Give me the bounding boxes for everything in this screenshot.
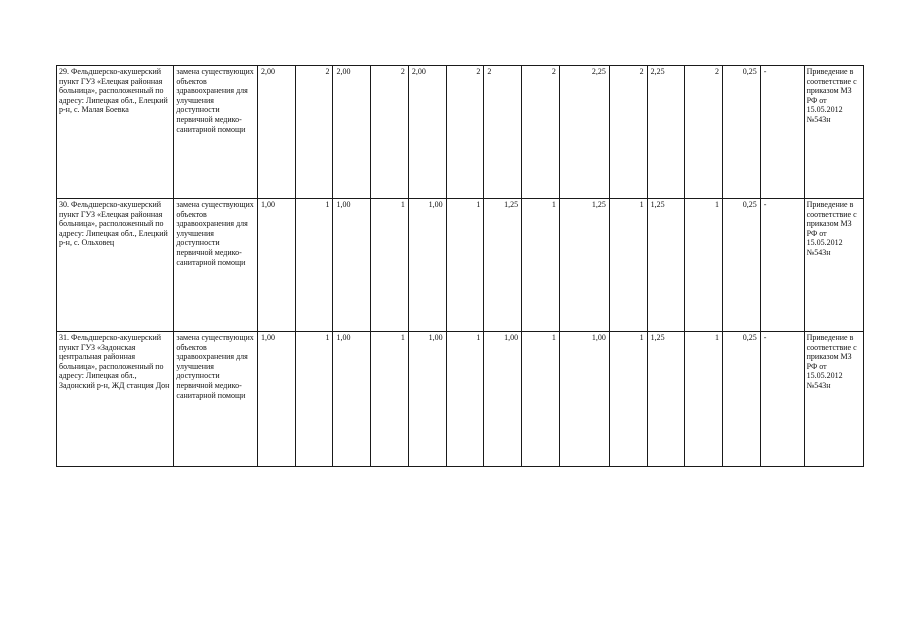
value-cell: 2,25 <box>647 66 685 199</box>
count-cell: 1 <box>522 332 560 467</box>
value-cell: 1,00 <box>559 332 609 467</box>
value-cell: 1,00 <box>257 332 295 467</box>
count-cell: 1 <box>295 332 333 467</box>
count-cell: 1 <box>609 199 647 332</box>
value-cell: 1,25 <box>647 199 685 332</box>
table-row <box>57 199 864 332</box>
value-cell: 1,25 <box>559 199 609 332</box>
count-cell: 1 <box>522 199 560 332</box>
facility-name-cell: 30. Фельдшерско-акушерский пункт ГУЗ «Елецкая районная больница», расположенный по адресу: Липецкая обл., Елецкий р-н, с. Ольховец <box>57 199 174 332</box>
value-cell: 1,25 <box>647 332 685 467</box>
note-cell: Приведение в соответствие с приказом МЗ РФ от 15.05.2012 №543н <box>804 66 863 199</box>
count-cell: 2 <box>446 66 484 199</box>
value-cell: 1,00 <box>408 332 446 467</box>
facility-name-cell: 31. Фельдшерско-акушерский пункт ГУЗ «Задонская центральная районная больница», расположенный по адресу: Липецкая обл., Задонский р-н, ЖД станция Дон <box>57 332 174 467</box>
count-cell: 2 <box>609 66 647 199</box>
value-cell: 1,00 <box>484 332 522 467</box>
purpose-cell: замена существующих объектов здравоохранения для улучшения доступности первичной медико-санитарной помощи <box>174 199 258 332</box>
value-cell: 0,25 <box>723 199 761 332</box>
count-cell: 1 <box>446 332 484 467</box>
count-cell: 2 <box>371 66 409 199</box>
value-cell: 0,25 <box>723 332 761 467</box>
count-cell: 1 <box>446 199 484 332</box>
count-cell: 1 <box>295 199 333 332</box>
value-cell: 2,00 <box>408 66 446 199</box>
facilities-table <box>56 65 864 467</box>
value-cell: 1,00 <box>408 199 446 332</box>
dash-cell: - <box>760 66 804 199</box>
count-cell: 2 <box>685 66 723 199</box>
count-cell: 1 <box>371 199 409 332</box>
value-cell: 2,00 <box>257 66 295 199</box>
note-cell: Приведение в соответствие с приказом МЗ РФ от 15.05.2012 №543н <box>804 199 863 332</box>
purpose-cell: замена существующих объектов здравоохранения для улучшения доступности первичной медико-санитарной помощи <box>174 332 258 467</box>
value-cell: 1,00 <box>257 199 295 332</box>
count-cell: 1 <box>685 199 723 332</box>
facility-name-cell: 29. Фельдшерско-акушерский пункт ГУЗ «Елецкая районная больница», расположенный по адресу: Липецкая обл., Елецкий р-н, с. Малая Боевка <box>57 66 174 199</box>
value-cell: 0,25 <box>723 66 761 199</box>
note-cell: Приведение в соответствие с приказом МЗ РФ от 15.05.2012 №543н <box>804 332 863 467</box>
purpose-cell: замена существующих объектов здравоохранения для улучшения доступности первичной медико-санитарной помощи <box>174 66 258 199</box>
value-cell: 2,00 <box>333 66 371 199</box>
table-row <box>57 332 864 467</box>
count-cell: 1 <box>685 332 723 467</box>
count-cell: 2 <box>295 66 333 199</box>
value-cell: 2 <box>484 66 522 199</box>
dash-cell: - <box>760 332 804 467</box>
table-row <box>57 66 864 199</box>
value-cell: 1,00 <box>333 332 371 467</box>
value-cell: 1,25 <box>484 199 522 332</box>
dash-cell: - <box>760 199 804 332</box>
value-cell: 2,25 <box>559 66 609 199</box>
count-cell: 1 <box>371 332 409 467</box>
count-cell: 1 <box>609 332 647 467</box>
count-cell: 2 <box>522 66 560 199</box>
value-cell: 1,00 <box>333 199 371 332</box>
